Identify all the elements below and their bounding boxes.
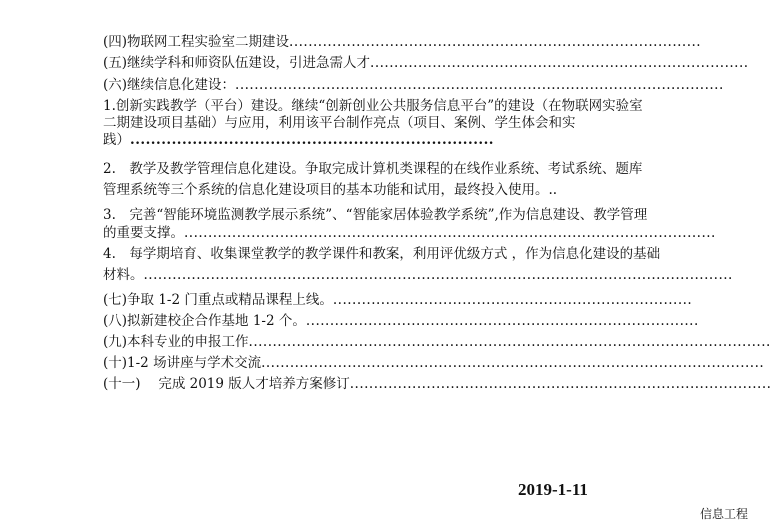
item-6 [103, 77, 724, 94]
item-text: (五)继续学科和师资队伍建设，引进急需人才 [103, 55, 371, 71]
dot-leader: ........................................................................... [332, 292, 693, 308]
para-text: 践） [103, 132, 130, 148]
item-8 [103, 313, 699, 330]
dot-leader: .................................................................................. [305, 313, 699, 329]
para3-line2 [103, 225, 716, 242]
dot-leader: ............................................................................... [370, 55, 749, 71]
dot-leader: ...................................................................... [130, 132, 494, 148]
dot-leader: ...................................................................................... [289, 34, 702, 50]
item-text: (八)拟新建校企合作基地 1-2 个。 [103, 313, 306, 329]
item-4 [103, 34, 702, 51]
para4-line1: 4. 每学期培育、收集课堂教学的教学课件和教案，利用评优级方式 ，作为信息化建设的基础 [103, 246, 661, 262]
para-text: 材料。 [103, 267, 144, 283]
dot-leader: ........................................................................................ [349, 376, 771, 392]
dot-leader: ............................................................................................................. [248, 334, 771, 350]
dot-leader: ......................................................................................................... [261, 355, 765, 371]
item-11 [103, 376, 771, 393]
document-date: 2019-1-11 [518, 480, 588, 499]
item-7 [103, 292, 693, 309]
item-text: (十一) 完成 2019 版人才培养方案修订 [103, 376, 350, 392]
para1-line2: 二期建设项目基础）与应用，利用该平台制作亮点（项目、案例、学生体会和实 [103, 115, 576, 131]
para2-line1: 2. 教学及教学管理信息化建设。争取完成计算机类课程的在线作业系统、考试系统、题库 [103, 161, 643, 177]
item-9 [103, 334, 771, 351]
item-text: (六)继续信息化建设： [103, 77, 236, 93]
dot-leader: ...................................................................................................... [235, 77, 724, 93]
para3-line1: 3. 完善“智能环境监测教学展示系统”、“智能家居体验教学系统”,作为信息建设、教学管理 [103, 207, 648, 223]
para-text: 的重要支撑。 [103, 225, 184, 241]
item-text: (十)1-2 场讲座与学术交流 [103, 355, 262, 371]
footer-department: 信息工程 [700, 507, 749, 521]
dot-leader: ........................................................................................................................... [143, 267, 733, 283]
dot-leader: ............................................................................................................... [184, 225, 716, 241]
item-5 [103, 55, 749, 72]
item-10 [103, 355, 765, 372]
para1-line1: 1.创新实践教学（平台）建设。继续“创新创业公共服务信息平台”的建设（在物联网实验室 [103, 98, 643, 114]
para1-line3 [103, 132, 575, 149]
para2-line2: 管理系统等三个系统的信息化建设项目的基本功能和试用，最终投入使用。.. [103, 182, 558, 198]
item-text: (四)物联网工程实验室二期建设 [103, 34, 290, 50]
item-text: (七)争取 1-2 门重点或精品课程上线。 [103, 292, 333, 308]
item-text: (九)本科专业的申报工作 [103, 334, 249, 350]
para4-line2 [103, 267, 733, 284]
